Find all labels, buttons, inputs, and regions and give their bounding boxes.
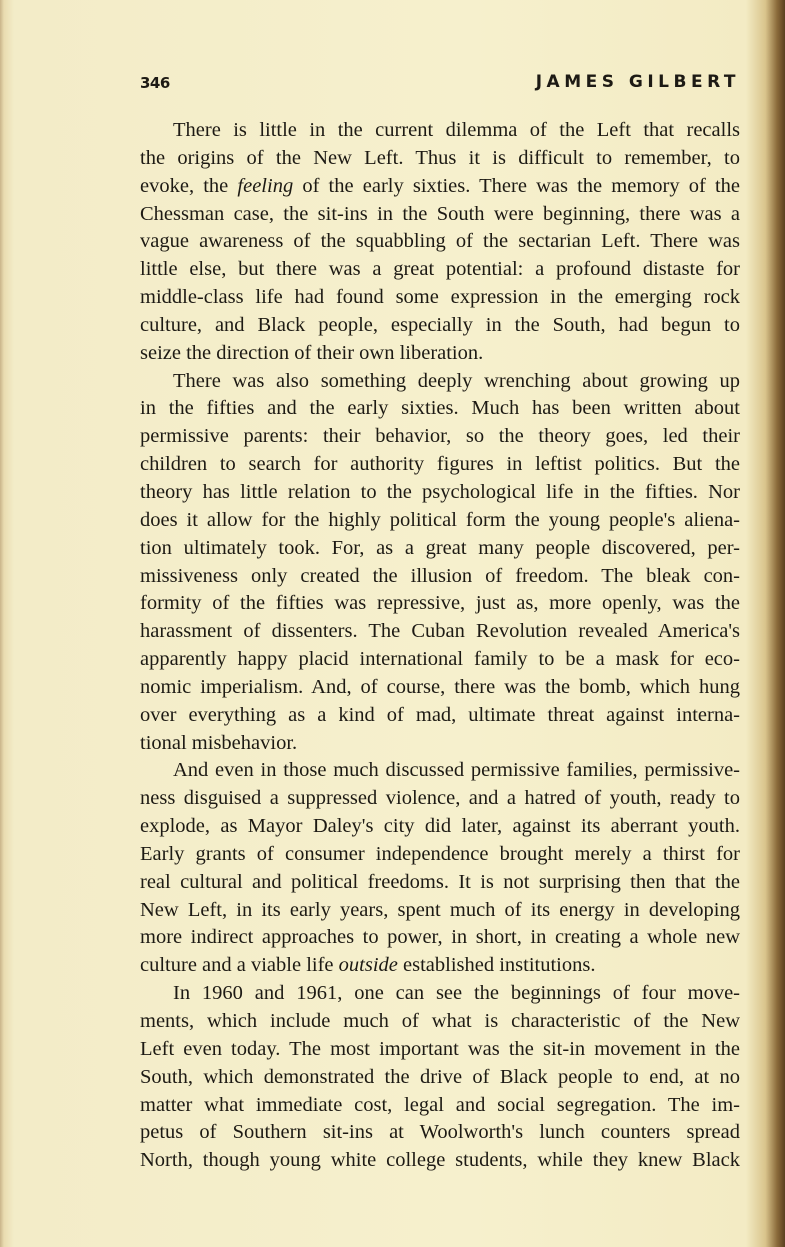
text-line <box>140 646 740 674</box>
text-line <box>140 228 740 256</box>
text-segment: established institutions. <box>397 954 596 977</box>
text-segment: ness disguised a suppressed violence, and a hatred of youth, ready to <box>140 787 740 810</box>
text-line <box>140 785 740 813</box>
text-segment: culture, and Black people, especially in the South, had begun to <box>140 313 740 336</box>
paragraph <box>140 117 740 368</box>
text-line <box>140 479 740 507</box>
text-line <box>140 1092 740 1120</box>
text-segment: culture and a viable life <box>140 954 339 977</box>
paragraph <box>140 368 740 758</box>
text-segment: children to search for authority figures in leftist politics. But the <box>140 453 740 476</box>
italic-emphasis: outside <box>338 954 398 977</box>
text-segment: apparently happy placid international family to be a mask for eco- <box>140 648 740 671</box>
text-line <box>140 1036 740 1064</box>
text-segment: does it allow for the highly political form the young people's aliena- <box>140 508 740 531</box>
text-segment: matter what immediate cost, legal and social segregation. The im- <box>140 1093 740 1116</box>
text-segment: tional misbehavior. <box>140 731 298 754</box>
text-segment: theory has little relation to the psychological life in the fifties. Nor <box>140 480 740 503</box>
text-line <box>140 897 740 925</box>
paragraph <box>140 980 740 1175</box>
page-header <box>140 70 740 96</box>
text-segment: nomic imperialism. And, of course, there was the bomb, which hung <box>140 675 740 698</box>
text-segment: Chessman case, the sit-ins in the South were beginning, there was a <box>140 202 740 225</box>
text-line <box>140 841 740 869</box>
text-line <box>140 507 740 535</box>
text-line <box>140 368 740 396</box>
text-line <box>140 980 740 1008</box>
text-line <box>140 590 740 618</box>
text-line <box>140 952 740 980</box>
text-line <box>140 757 740 785</box>
text-segment: more indirect approaches to power, in short, in creating a whole new <box>140 926 740 949</box>
text-segment: formity of the fifties was repressive, just as, more openly, was the <box>140 592 740 615</box>
text-line <box>140 284 740 312</box>
text-segment: tion ultimately took. For, as a great many people discovered, per- <box>140 536 740 559</box>
text-segment: middle-class life had found some expression in the emerging rock <box>140 286 740 309</box>
text-line <box>140 618 740 646</box>
text-segment: vague awareness of the squabbling of the sectarian Left. There was <box>140 230 740 253</box>
text-segment: of the early sixties. There was the memory of the <box>293 174 740 197</box>
text-line <box>140 1119 740 1147</box>
text-line <box>140 395 740 423</box>
text-segment: missiveness only created the illusion of freedom. The bleak con- <box>140 564 740 587</box>
text-segment: South, which demonstrated the drive of Black people to end, at no <box>140 1065 740 1088</box>
text-line <box>140 813 740 841</box>
text-line <box>140 256 740 284</box>
text-segment: North, though young white college students, while they knew Black <box>140 1149 740 1172</box>
text-segment: over everything as a kind of mad, ultimate threat against interna- <box>140 703 740 726</box>
text-line <box>140 674 740 702</box>
page-number: 346 <box>140 74 170 92</box>
text-segment: harassment of dissenters. The Cuban Revolution revealed America's <box>140 620 740 643</box>
text-line <box>140 563 740 591</box>
text-segment: And even in those much discussed permissive families, permissive- <box>173 759 740 782</box>
text-segment: New Left, in its early years, spent much of its energy in developing <box>140 898 740 921</box>
text-segment: There was also something deeply wrenching about growing up <box>173 369 740 392</box>
text-line <box>140 1008 740 1036</box>
text-line <box>140 1147 740 1175</box>
text-segment: explode, as Mayor Daley's city did later, against its aberrant youth. <box>140 815 740 838</box>
text-segment: Early grants of consumer independence brought merely a thirst for <box>140 842 740 865</box>
text-line <box>140 173 740 201</box>
text-segment: in the fifties and the early sixties. Much has been written about <box>140 397 740 420</box>
text-line <box>140 423 740 451</box>
text-line <box>140 201 740 229</box>
running-head: JAMES GILBERT <box>535 72 740 92</box>
text-segment: evoke, the <box>140 174 238 197</box>
text-segment: permissive parents: their behavior, so the theory goes, led their <box>140 425 740 448</box>
text-segment: In 1960 and 1961, one can see the beginnings of four move- <box>173 982 740 1005</box>
text-line <box>140 924 740 952</box>
body-text <box>140 117 740 1175</box>
italic-emphasis: feeling <box>237 174 294 197</box>
text-line <box>140 312 740 340</box>
text-segment: Left even today. The most important was the sit-in movement in the <box>140 1037 740 1060</box>
text-line <box>140 702 740 730</box>
text-line <box>140 145 740 173</box>
text-line <box>140 869 740 897</box>
text-segment: real cultural and political freedoms. It is not surprising then that the <box>140 870 740 893</box>
paragraph <box>140 757 740 980</box>
text-segment: ments, which include much of what is characteristic of the New <box>140 1010 740 1032</box>
text-segment: little else, but there was a great potential: a profound distaste for <box>140 258 740 281</box>
text-line <box>140 1064 740 1092</box>
text-line <box>140 117 740 145</box>
text-line <box>140 340 740 368</box>
text-line <box>140 535 740 563</box>
text-segment: petus of Southern sit-ins at Woolworth's lunch counters spread <box>140 1121 740 1144</box>
text-line <box>140 451 740 479</box>
text-segment: There is little in the current dilemma of the Left that recalls <box>173 119 740 141</box>
text-line <box>140 730 740 758</box>
text-segment: the origins of the New Left. Thus it is difficult to remember, to <box>140 146 740 169</box>
text-segment: seize the direction of their own liberation. <box>140 341 484 364</box>
